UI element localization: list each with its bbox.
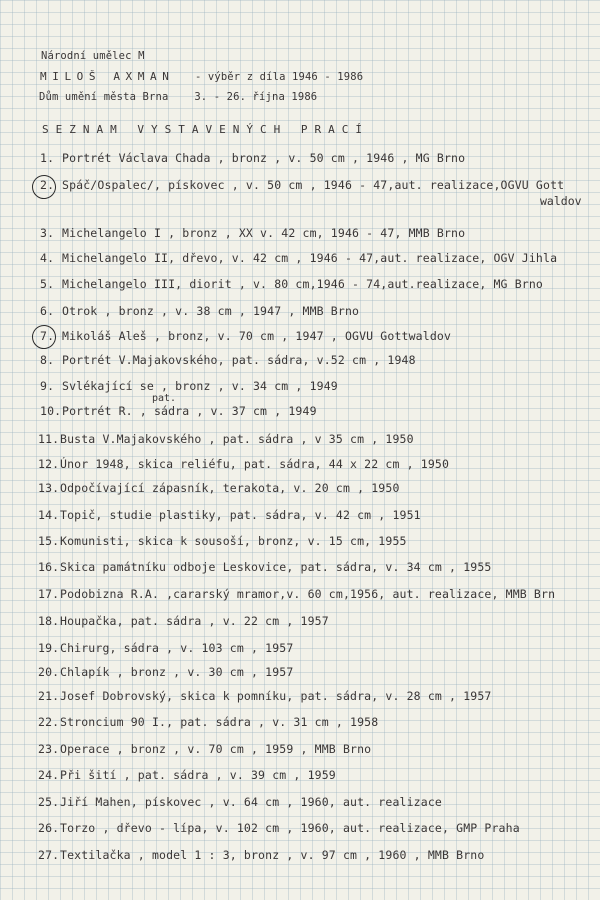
list-item <box>38 821 600 835</box>
item-number: 17. <box>38 587 60 601</box>
item-text: Busta V.Majakovského , pat. sádra , v 35 cm , 1950 <box>60 432 414 446</box>
item-number: 3. <box>40 226 55 240</box>
list-item <box>40 329 600 343</box>
list-item <box>38 508 600 522</box>
item-number: 26. <box>38 821 60 835</box>
item-number: 12. <box>38 457 60 471</box>
item-number: 1. <box>40 151 55 165</box>
item-text: Michelangelo I , bronz , XX v. 42 cm, 1946 - 47, MMB Brno <box>62 226 466 240</box>
item-number: 13. <box>38 481 60 495</box>
list-title: SEZNAM VYSTAVENÝCH PRACÍ <box>42 123 369 136</box>
exhibition-venue-date: Dům umění města Brna 3. - 26. října 1986 <box>39 91 318 103</box>
list-item <box>40 277 600 291</box>
handwritten-circle-mark <box>30 323 58 351</box>
list-item <box>38 715 600 729</box>
item-text: Podobizna R.A. ,cararský mramor,v. 60 cm,1956, aut. realizace, MMB Brn <box>60 587 556 601</box>
list-item <box>40 226 600 240</box>
item-number: 2. <box>40 178 55 192</box>
item-text: Michelangelo II, dřevo, v. 42 cm , 1946 - 47,aut. realizace, OGV Jihla <box>62 251 558 265</box>
item-text: Topič, studie plastiky, pat. sádra, v. 42 cm , 1951 <box>60 508 421 522</box>
list-item <box>38 481 600 495</box>
list-item <box>38 457 600 471</box>
item-number: 6. <box>40 304 55 318</box>
item-number: 11. <box>38 432 60 446</box>
list-item <box>40 353 600 367</box>
list-item <box>38 848 600 862</box>
item-text: Portrét Václava Chada , bronz , v. 50 cm , 1946 , MG Brno <box>62 151 466 165</box>
list-item <box>40 251 600 265</box>
item-text: Mikoláš Aleš , bronz, v. 70 cm , 1947 , OGVU Gottwaldov <box>62 329 452 343</box>
list-item <box>38 768 600 782</box>
item-number: 7. <box>40 329 55 343</box>
item-number: 10. <box>40 404 62 418</box>
header-line-1: Národní umělec M <box>41 50 145 62</box>
list-item <box>38 560 600 574</box>
selection-range: - výběr z díla 1946 - 1986 <box>194 71 364 83</box>
list-item <box>38 534 600 548</box>
item-number: 22. <box>38 715 60 729</box>
list-item <box>38 742 600 756</box>
item-text: Při šití , pat. sádra , v. 39 cm , 1959 <box>60 768 336 782</box>
list-item <box>38 665 600 679</box>
item-text: Svlékající se , bronz , v. 34 cm , 1949 <box>62 379 338 393</box>
item-number: 25. <box>38 795 60 809</box>
item-number: 20. <box>38 665 60 679</box>
item-text: Skica památníku odboje Leskovice, pat. sádra, v. 34 cm , 1955 <box>60 560 492 574</box>
item-text: Chirurg, sádra , v. 103 cm , 1957 <box>60 641 294 655</box>
item-text: Portrét V.Majakovského, pat. sádra, v.52 cm , 1948 <box>62 353 416 367</box>
item-text: Stroncium 90 I., pat. sádra , v. 31 cm , 1958 <box>60 715 379 729</box>
list-item <box>40 178 600 192</box>
list-item <box>40 379 600 393</box>
item-number: 16. <box>38 560 60 574</box>
list-item <box>38 432 600 446</box>
item-number: 27. <box>38 848 60 862</box>
header-line-2 <box>40 70 600 84</box>
item-text: Únor 1948, skica reliéfu, pat. sádra, 44 x 22 cm , 1950 <box>60 457 450 471</box>
item-text: Josef Dobrovský, skica k pomníku, pat. sádra, v. 28 cm , 1957 <box>60 689 492 703</box>
item-text: Otrok , bronz , v. 38 cm , 1947 , MMB Brno <box>62 304 360 318</box>
list-item <box>38 587 600 601</box>
list-item <box>40 151 600 165</box>
artist-name: MILOŠ AXMAN <box>40 70 175 83</box>
item-number: 21. <box>38 689 60 703</box>
item-text: Spáč/Ospalec/, pískovec , v. 50 cm , 1946 - 47,aut. realizace,OGVU Gott <box>62 178 565 192</box>
item-insertion: pat. <box>152 393 177 404</box>
item-text-continuation: waldov <box>540 194 582 208</box>
item-number: 24. <box>38 768 60 782</box>
item-text: Jiří Mahen, pískovec , v. 64 cm , 1960, aut. realizace <box>60 795 442 809</box>
item-number: 15. <box>38 534 60 548</box>
item-number: 8. <box>40 353 55 367</box>
item-text: Operace , bronz , v. 70 cm , 1959 , MMB Brno <box>60 742 372 756</box>
item-text: Portrét R. , sádra , v. 37 cm , 1949 <box>62 404 317 418</box>
list-item <box>38 689 600 703</box>
list-item <box>38 795 600 809</box>
item-number: 19. <box>38 641 60 655</box>
item-text: Michelangelo III, diorit , v. 80 cm,1946 - 74,aut.realizace, MG Brno <box>62 277 544 291</box>
item-text: Textilačka , model 1 : 3, bronz , v. 97 cm , 1960 , MMB Brno <box>60 848 485 862</box>
item-number: 18. <box>38 614 60 628</box>
item-number: 4. <box>40 251 55 265</box>
item-text: Komunisti, skica k sousoší, bronz, v. 15 cm, 1955 <box>60 534 407 548</box>
list-item <box>40 304 600 318</box>
item-text: Torzo , dřevo - lípa, v. 102 cm , 1960, aut. realizace, GMP Praha <box>60 821 520 835</box>
item-number: 9. <box>40 379 55 393</box>
list-item <box>40 404 600 418</box>
item-text: Odpočívající zápasník, terakota, v. 20 cm , 1950 <box>60 481 400 495</box>
item-number: 14. <box>38 508 60 522</box>
item-text: Chlapík , bronz , v. 30 cm , 1957 <box>60 665 294 679</box>
item-number: 23. <box>38 742 60 756</box>
list-item <box>38 614 600 628</box>
item-text: Houpačka, pat. sádra , v. 22 cm , 1957 <box>60 614 329 628</box>
item-number: 5. <box>40 277 55 291</box>
list-item <box>38 641 600 655</box>
